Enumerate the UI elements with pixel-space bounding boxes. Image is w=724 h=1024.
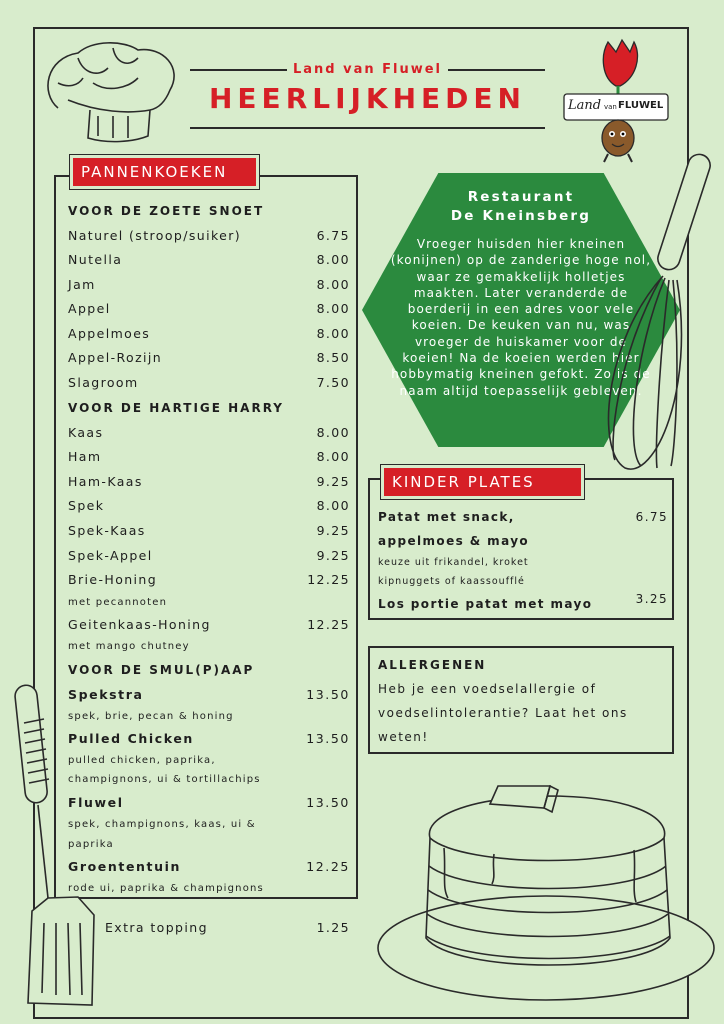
restaurant-title-line1: Restaurant <box>467 189 575 205</box>
item-name: Nutella <box>68 252 123 267</box>
item-name: Groententuin <box>68 859 181 874</box>
brand-name: Land van Fluwel <box>287 62 448 77</box>
kinder-item <box>378 592 668 611</box>
item-price: 7.50 <box>316 375 350 390</box>
item-name: Geitenkaas-Honing <box>68 617 211 632</box>
item-name: Jam <box>68 277 96 292</box>
allergenen-text-line1: Heb je een voedselallergie of <box>378 682 597 696</box>
item-price: 8.00 <box>316 449 350 464</box>
logo <box>560 38 672 166</box>
item-name: Kaas <box>68 425 104 440</box>
kinder-item-price: 3.25 <box>635 592 668 606</box>
item-price: 8.00 <box>316 326 350 341</box>
item-price: 13.50 <box>306 731 350 746</box>
kinder-item-price: 6.75 <box>635 510 668 524</box>
item-price: 8.00 <box>316 498 350 513</box>
kinder-item-line2: appelmoes & mayo <box>378 534 530 548</box>
item-name: Brie-Honing <box>68 572 158 587</box>
item-name: Appel <box>68 301 111 316</box>
chef-hat-icon <box>38 38 188 148</box>
extra-topping <box>105 920 350 935</box>
kinder-item-description: kipnuggets of kaassoufflé <box>378 576 525 587</box>
title-divider <box>190 127 545 129</box>
menu-item <box>68 228 350 243</box>
item-name: Spekstra <box>68 687 144 702</box>
item-price: 8.00 <box>316 252 350 267</box>
item-name: Spek <box>68 498 105 513</box>
item-description: met mango chutney <box>68 641 190 652</box>
spatula-icon <box>14 683 104 1017</box>
item-price: 12.25 <box>306 859 350 874</box>
pancake-stack-icon <box>374 778 718 1006</box>
item-name: Appel-Rozijn <box>68 350 163 365</box>
item-description: met pecannoten <box>68 597 168 608</box>
kinder-item-description: keuze uit frikandel, kroket <box>378 557 529 568</box>
menu-item <box>68 375 350 390</box>
item-name: Slagroom <box>68 375 139 390</box>
pannenkoeken-tag: PANNENKOEKEN <box>73 158 256 186</box>
menu-item <box>68 277 350 292</box>
menu-item <box>68 617 350 632</box>
menu-item <box>68 795 350 810</box>
menu-item <box>68 523 350 538</box>
menu-item <box>68 301 350 316</box>
item-price: 9.25 <box>316 548 350 563</box>
brand-line <box>190 58 545 77</box>
kinder-item-line1: Patat met snack, <box>378 510 515 524</box>
item-name: Appelmoes <box>68 326 151 341</box>
menu-item <box>68 572 350 587</box>
item-price: 13.50 <box>306 795 350 810</box>
item-price: 8.00 <box>316 301 350 316</box>
menu-item <box>68 731 350 746</box>
kinder-item-name: Los portie patat met mayo <box>378 597 593 611</box>
item-price: 9.25 <box>316 474 350 489</box>
menu-item <box>68 350 350 365</box>
menu-item <box>68 474 350 489</box>
menu-item <box>68 548 350 563</box>
smulpaap-section-title: VOOR DE SMUL(P)AAP <box>68 663 255 677</box>
item-name: Spek-Kaas <box>68 523 146 538</box>
item-price: 8.00 <box>316 425 350 440</box>
item-name: Spek-Appel <box>68 548 153 563</box>
item-price: 12.25 <box>307 572 350 587</box>
allergenen-text-line3: weten! <box>378 730 429 744</box>
item-description: spek, brie, pecan & honing <box>68 711 234 722</box>
item-price: 12.25 <box>307 617 350 632</box>
item-name: Ham-Kaas <box>68 474 143 489</box>
item-description: spek, champignons, kaas, ui & <box>68 819 256 830</box>
item-price: 13.50 <box>306 687 350 702</box>
menu-item <box>68 859 350 874</box>
whisk-icon <box>585 150 715 475</box>
item-name: Ham <box>68 449 102 464</box>
logo-text-van: van <box>604 103 617 111</box>
logo-text-land: Land <box>568 98 602 113</box>
item-price: 1.25 <box>316 920 350 935</box>
item-name: Pulled Chicken <box>68 731 194 746</box>
item-price: 8.50 <box>316 350 350 365</box>
menu-item <box>68 687 350 702</box>
item-name: Fluwel <box>68 795 124 810</box>
kinder-tag: KINDER PLATES <box>384 468 581 496</box>
item-description: paprika <box>68 839 114 850</box>
restaurant-story: Vroeger huisden hier kneinen (konijnen) op de zanderige hoge nol, waar ze gemakkelijk holletjes maakten. Later veranderde de boerderij in een adres voor vele koeien. De keuken van nu, was vroeger de huiskamer voor de koeien! Na de koeien werden hier hobbymatig kneinen gefokt. Zo is de naam altijd toepasselijk gebleven. <box>390 237 652 398</box>
allergenen-title: ALLERGENEN <box>378 658 487 672</box>
item-name: Extra topping <box>105 920 208 935</box>
menu-item <box>68 498 350 513</box>
menu-item <box>68 425 350 440</box>
item-price: 9.25 <box>316 523 350 538</box>
item-description: pulled chicken, paprika, <box>68 755 216 766</box>
hartige-section-title: VOOR DE HARTIGE HARRY <box>68 401 284 415</box>
item-price: 6.75 <box>316 228 350 243</box>
menu-item <box>68 449 350 464</box>
zoete-section-title: VOOR DE ZOETE SNOET <box>68 204 265 218</box>
kinder-item <box>378 510 668 524</box>
allergenen-text-line2: voedselintolerantie? Laat het ons <box>378 706 628 720</box>
restaurant-title-line2: De Kneinsberg <box>450 208 592 224</box>
logo-text-fluwel: FLUWEL <box>618 100 664 111</box>
item-price: 8.00 <box>316 277 350 292</box>
menu-item <box>68 326 350 341</box>
item-description: rode ui, paprika & champignons <box>68 883 264 894</box>
page-title: HEERLIJKHEDEN <box>209 82 526 115</box>
item-description: champignons, ui & tortillachips <box>68 774 261 785</box>
item-name: Naturel (stroop/suiker) <box>68 228 242 243</box>
menu-item <box>68 252 350 267</box>
